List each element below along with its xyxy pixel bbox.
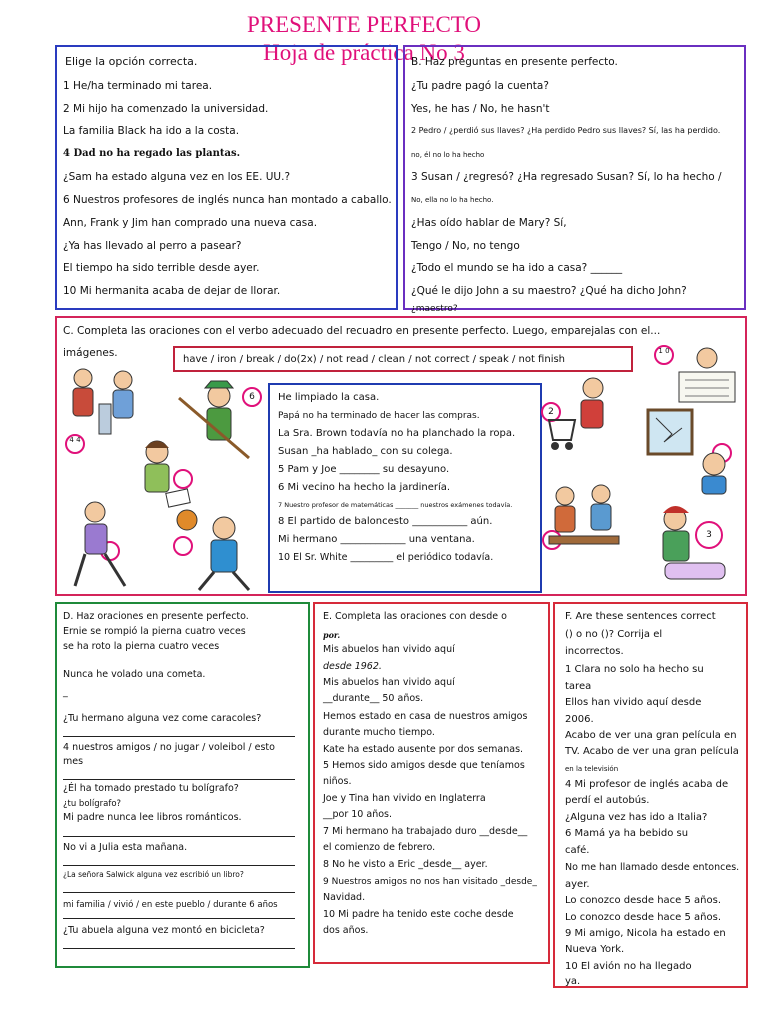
section-b-line-7: ¿Has oído hablar de Mary? Sí, xyxy=(411,217,567,229)
f-line-6: 2006. xyxy=(565,714,594,725)
c-line-3: La Sra. Brown todavía no ha planchado la ropa. xyxy=(278,428,516,439)
e-line-17: Navidad. xyxy=(323,892,366,903)
cartoon-boy-chair-icon xyxy=(65,498,135,593)
f-line-21: 10 El avión no ha llegado xyxy=(565,961,692,972)
e-line-12: __por 10 años. xyxy=(323,809,393,820)
section-b-line-11: ¿maestro? xyxy=(411,304,458,314)
d-line-13: mi familia / vivió / en este pueblo / durante 6 años xyxy=(63,900,278,910)
d-answer-line-2[interactable] xyxy=(63,779,295,780)
d-line-5: ¿Tu hermano alguna vez come caracoles? xyxy=(63,713,262,724)
d-answer-line-3[interactable] xyxy=(63,836,295,837)
section-a-box xyxy=(55,45,398,310)
section-a-line-6: 6 Nuestros profesores de inglés nunca han montado a caballo. xyxy=(63,194,392,206)
d-line-11: No vi a Julia esta mañana. xyxy=(63,842,188,853)
f-line-7: Acabo de ver una gran película en xyxy=(565,730,737,741)
e-line-8: Kate ha estado ausente por dos semanas. xyxy=(323,744,524,755)
section-c-instruction: C. Completa las oraciones con el verbo adecuado del recuadro en presente perfecto. Luego, emparejalas con el... xyxy=(63,325,661,337)
section-b-box xyxy=(403,45,746,314)
e-line-13: 7 Mi hermano ha trabajado duro __desde__ xyxy=(323,826,528,837)
e-line-11: Joe y Tina han vivido en Inglaterra xyxy=(323,793,486,804)
c-line-7: 7 Nuestro profesor de matemáticas _______ nuestros exámenes todavía. xyxy=(278,501,513,509)
c-line-5: 5 Pam y Joe ________ su desayuno. xyxy=(278,464,450,475)
e-line-18: 10 Mi padre ha tenido este coche desde xyxy=(323,909,514,920)
e-instruction: E. Completa las oraciones con desde o xyxy=(323,611,507,622)
verb-box xyxy=(173,346,633,372)
c-line-1: He limpiado la casa. xyxy=(278,392,380,403)
f-line-15: No me han llamado desde entonces. xyxy=(565,862,740,873)
section-a-line-9: El tiempo ha sido terrible desde ayer. xyxy=(63,262,260,274)
section-b-line-8: Tengo / No, no tengo xyxy=(411,240,520,252)
d-instruction: D. Haz oraciones en presente perfecto. xyxy=(63,611,249,622)
cartoon-broken-window-icon xyxy=(642,406,742,498)
section-a-instruction: Elige la opción correcta. xyxy=(65,55,198,68)
cartoon-shopping-cart-icon xyxy=(545,374,620,459)
f-line-13: 6 Mamá ya ha bebido su xyxy=(565,828,689,839)
section-b-instruction: B. Haz preguntas en presente perfecto. xyxy=(411,56,618,68)
f-line-14: café. xyxy=(565,845,590,856)
d-line-6: 4 nuestros amigos / no jugar / voleibol / esto xyxy=(63,742,275,753)
d-line-14: ¿Tu abuela alguna vez montó en bicicleta? xyxy=(63,925,265,936)
c-line-8: 8 El partido de baloncesto ___________ aún. xyxy=(278,516,493,527)
c-line-6: 6 Mi vecino ha hecho la jardinería. xyxy=(278,482,451,493)
match-circle-2[interactable]: 2 xyxy=(541,402,561,422)
e-line-6: Hemos estado en casa de nuestros amigos xyxy=(323,711,528,722)
f-line-3: 1 Clara no solo ha hecho su xyxy=(565,664,704,675)
section-b-line-1: ¿Tu padre pagó la cuenta? xyxy=(411,80,549,92)
d-line-2: se ha roto la pierna cuatro veces xyxy=(63,641,220,652)
f-instruction: F. Are these sentences correct xyxy=(565,611,716,622)
cartoon-woman-ironing-icon xyxy=(645,503,735,588)
section-b-line-2: Yes, he has / No, he hasn't xyxy=(411,103,550,115)
f-line-12: ¿Alguna vez has ido a Italia? xyxy=(565,812,708,823)
e-line-19: dos años. xyxy=(323,925,369,936)
e-line-9: 5 Hemos sido amigos desde que teníamos xyxy=(323,760,525,771)
c-line-2: Papá no ha terminado de hacer las compras. xyxy=(278,411,480,421)
cartoon-office-workers-icon xyxy=(61,364,151,439)
f-line-9: en la televisión xyxy=(565,765,619,773)
section-c-inner-box xyxy=(268,383,542,593)
f-line-11: perdí el autobús. xyxy=(565,795,650,806)
section-a-line-5: ¿Sam ha estado alguna vez en los EE. UU.? xyxy=(63,171,291,183)
section-a-line-1: 1 He/ha terminado mi tarea. xyxy=(63,80,213,92)
section-c-instruction-2: imágenes. xyxy=(63,347,118,359)
f-line-2: incorrectos. xyxy=(565,646,624,657)
e-line-4: Mis abuelos han vivido aquí xyxy=(323,677,455,688)
match-circle-10[interactable]: 1 0 xyxy=(654,345,674,365)
e-line-2: Mis abuelos han vivido aquí xyxy=(323,644,455,655)
d-line-3: Nunca he volado una cometa. xyxy=(63,669,206,680)
f-line-4: tarea xyxy=(565,681,592,692)
f-line-17: Lo conozco desde hace 5 años. xyxy=(565,895,722,906)
section-e-box xyxy=(313,602,550,964)
section-b-line-9: ¿Todo el mundo se ha ido a casa? ______ xyxy=(411,262,623,274)
d-line-8: ¿Él ha tomado prestado tu bolígrafo? xyxy=(63,783,239,794)
d-line-7: mes xyxy=(63,756,84,767)
e-line-15: 8 No he visto a Eric _desde__ ayer. xyxy=(323,859,488,870)
section-a-line-7: Ann, Frank y Jim han comprado una nueva casa. xyxy=(63,217,318,229)
d-line-9: ¿tu bolígrafo? xyxy=(63,799,122,809)
f-line-1: () o no ()? Corrija el xyxy=(565,629,663,640)
d-answer-line-4[interactable] xyxy=(63,865,295,866)
d-line-1: Ernie se rompió la pierna cuatro veces xyxy=(63,626,246,637)
cartoon-family-breakfast-icon xyxy=(543,478,633,578)
section-b-line-10: ¿Qué le dijo John a su maestro? ¿Qué ha dicho John? xyxy=(411,285,687,297)
c-line-9: Mi hermano _____________ una ventana. xyxy=(278,534,475,545)
e-line-16: 9 Nuestros amigos no nos han visitado _desde_ xyxy=(323,877,537,887)
d-line-4: _ xyxy=(63,687,68,698)
section-a-line-3: La familia Black ha ido a la costa. xyxy=(63,125,240,137)
c-line-4: Susan _ha hablado_ con su colega. xyxy=(278,446,453,457)
f-line-16: ayer. xyxy=(565,879,590,890)
e-line-10: niños. xyxy=(323,776,352,787)
section-a-line-10: 10 Mi hermanita acaba de dejar de llorar. xyxy=(63,285,281,297)
e-line-14: el comienzo de febrero. xyxy=(323,842,436,853)
e-line-1: por. xyxy=(323,630,341,640)
e-line-3: desde 1962. xyxy=(323,661,382,672)
d-answer-line-6[interactable] xyxy=(63,918,295,919)
section-a-line-2: 2 Mi hijo ha comenzado la universidad. xyxy=(63,103,269,115)
section-b-line-5: 3 Susan / ¿regresó? ¿Ha regresado Susan? Sí, lo ha hecho / xyxy=(411,171,722,183)
cartoon-basketball-player-icon xyxy=(169,506,264,594)
section-c-box xyxy=(55,316,747,596)
d-answer-line-5[interactable] xyxy=(63,892,295,893)
section-b-line-4: no, él no lo ha hecho xyxy=(411,151,485,159)
d-line-10: Mi padre nunca lee libros románticos. xyxy=(63,812,242,823)
section-a-line-8: ¿Ya has llevado al perro a pasear? xyxy=(63,240,242,252)
section-b-line-6: No, ella no lo ha hecho. xyxy=(411,196,494,204)
e-line-5: __durante__ 50 años. xyxy=(323,693,424,704)
f-line-8: TV. Acabo de ver una gran película xyxy=(565,746,739,757)
section-f-box xyxy=(553,602,748,988)
d-answer-line-1[interactable] xyxy=(63,736,295,737)
f-line-18: Lo conozco desde hace 5 años. xyxy=(565,912,722,923)
page-title: PRESENTE PERFECTO xyxy=(246,12,482,37)
f-line-10: 4 Mi profesor de inglés acaba de xyxy=(565,779,729,790)
match-circle-4[interactable]: 4 4 xyxy=(65,434,85,454)
match-circle-3[interactable]: 3 xyxy=(695,521,723,549)
d-line-12: ¿La señora Salwick alguna vez escribió un libro? xyxy=(63,870,244,879)
section-d-box xyxy=(55,602,310,968)
section-a-line-4: 4 Dad no ha regado las plantas. xyxy=(63,148,241,159)
d-answer-line-7[interactable] xyxy=(63,948,295,949)
f-line-22: ya. xyxy=(565,976,581,987)
f-line-5: Ellos han vivido aquí desde xyxy=(565,697,702,708)
f-line-20: Nueva York. xyxy=(565,944,625,955)
c-line-10: 10 El Sr. White _________ el periódico todavía. xyxy=(278,552,494,563)
f-line-19: 9 Mi amigo, Nicola ha estado en xyxy=(565,928,726,939)
page-subtitle: Hoja de práctica No 3 xyxy=(263,40,465,65)
section-b-line-3: 2 Pedro / ¿perdió sus llaves? ¿Ha perdido Pedro sus llaves? Sí, las ha perdido. xyxy=(411,126,721,135)
verb-list: have / iron / break / do(2x) / not read / clean / not correct / speak / not finish xyxy=(183,354,566,365)
e-line-7: durante mucho tiempo. xyxy=(323,727,435,738)
match-circle-6[interactable]: 6 xyxy=(242,387,262,407)
